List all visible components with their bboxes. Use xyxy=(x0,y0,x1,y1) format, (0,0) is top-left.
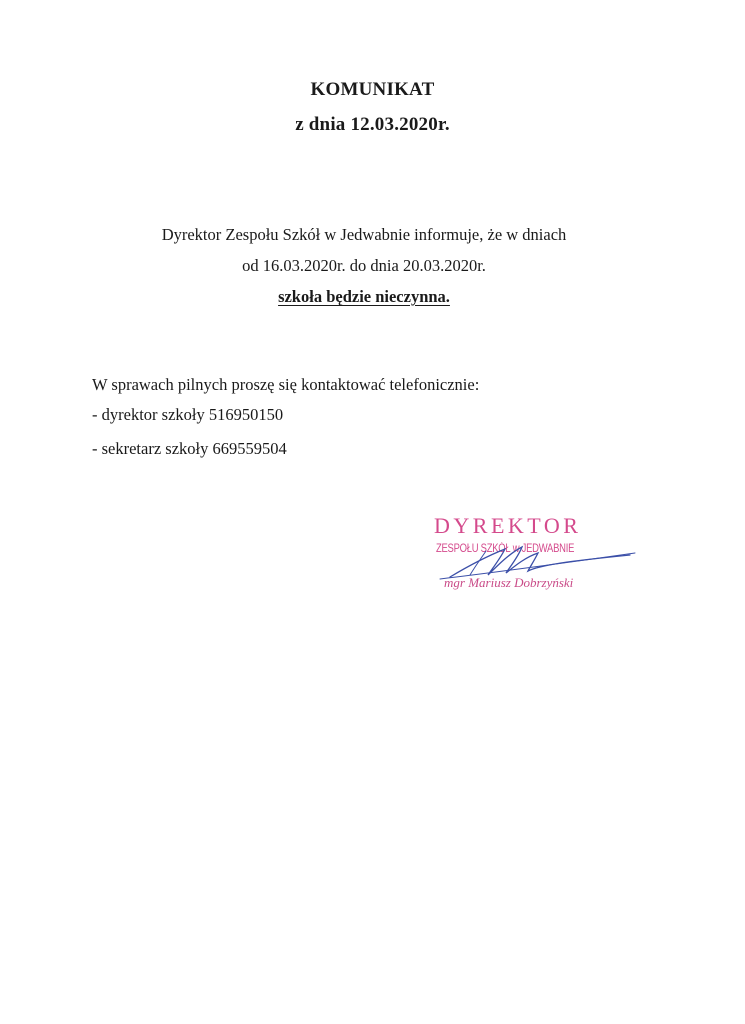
contact-item-secretary: - sekretarz szkoły 669559504 xyxy=(92,439,287,458)
stamp-name: mgr Mariusz Dobrzyński xyxy=(444,575,574,590)
stamp-school: ZESPOŁU SZKÓŁ w JEDWABNIE xyxy=(436,543,575,555)
announcement-closure: szkoła będzie nieczynna. xyxy=(278,287,450,306)
announcement-line-1: Dyrektor Zespołu Szkół w Jedwabnie informuje, że w dniach xyxy=(161,225,567,244)
document-title: KOMUNIKAT xyxy=(310,79,435,100)
stamp-title: DYREKTOR xyxy=(434,513,582,538)
contact-item-director: - dyrektor szkoły 516950150 xyxy=(92,405,284,424)
document-date: z dnia 12.03.2020r. xyxy=(295,114,450,135)
contact-intro: W sprawach pilnych proszę się kontaktować telefonicznie: xyxy=(92,375,480,394)
director-stamp xyxy=(422,513,642,603)
announcement-line-2: od 16.03.2020r. do dnia 20.03.2020r. xyxy=(242,256,486,275)
